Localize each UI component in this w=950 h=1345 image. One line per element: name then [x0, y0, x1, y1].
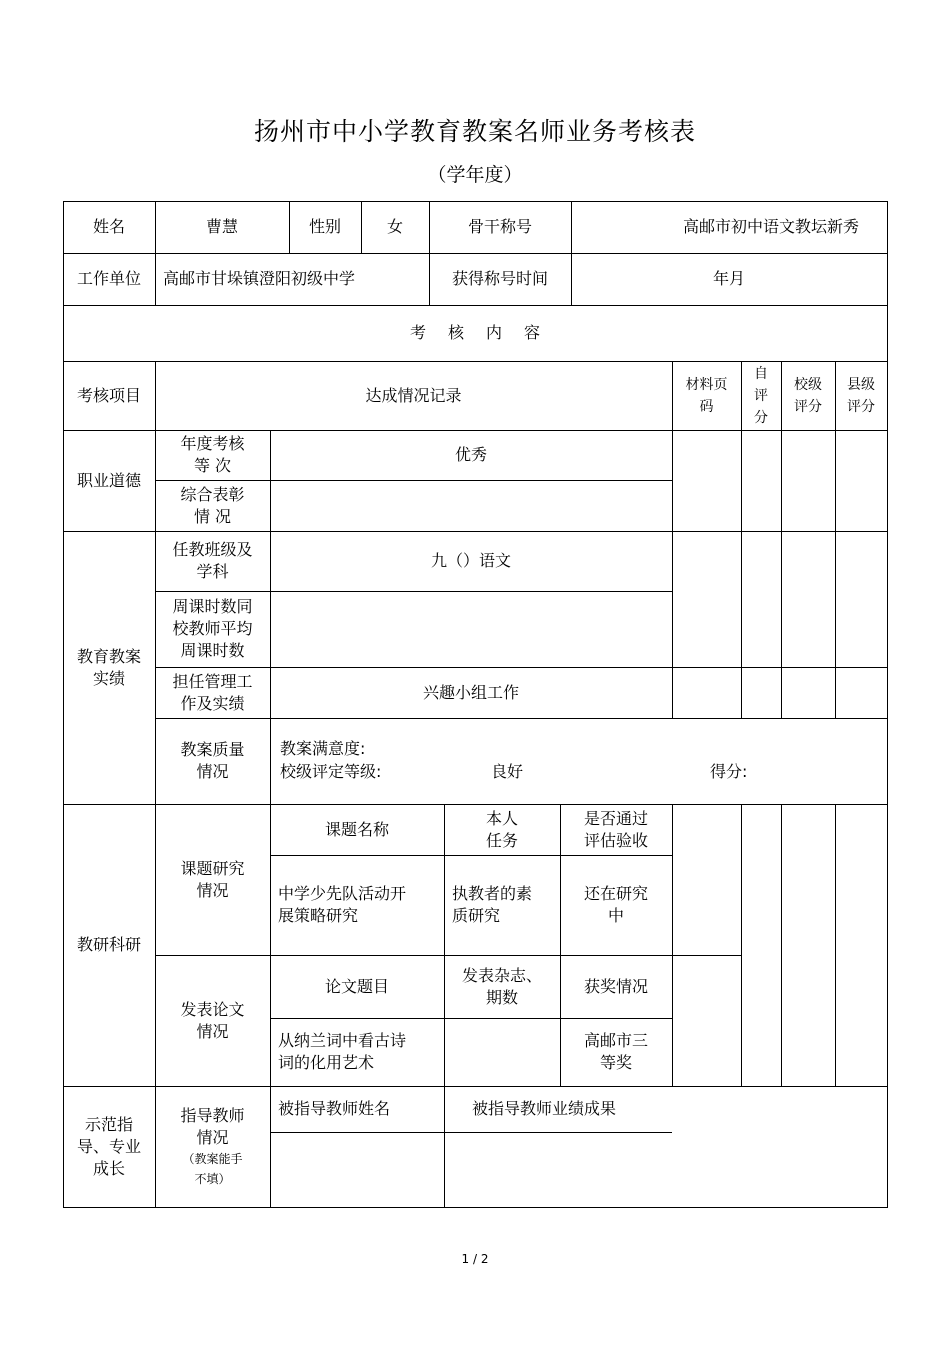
county-score-column-header: 县级 评分	[847, 376, 875, 415]
school-rating-value: 良好	[491, 762, 524, 781]
own-task-value: 执教者的素 质研究	[452, 884, 533, 925]
mentee-name-value	[270, 1132, 444, 1207]
evaluation-passed-value: 还在研究 中	[583, 884, 648, 925]
paper-title-value: 从纳兰词中看古诗 词的化用艺术	[278, 1031, 407, 1072]
item-column-header: 考核项目	[76, 385, 141, 405]
mentoring-cell	[155, 1086, 270, 1207]
commendation-value	[270, 480, 672, 531]
weekly-hours-value	[270, 591, 672, 667]
project-name-value: 中学少先队活动开 展策略研究	[278, 884, 407, 925]
name-label: 姓名	[92, 217, 125, 236]
demonstration-category: 示范指 导、专业 成长	[76, 1114, 141, 1178]
page-subtitle: （学年度）	[427, 164, 523, 186]
school-rating-label: 校级评定等级:	[280, 762, 382, 781]
lesson-quality-label: 教案质量 情况	[180, 740, 245, 781]
gender-label: 性别	[308, 217, 341, 236]
commendation-label: 综合表彰 情 况	[180, 484, 245, 526]
mentee-name-header: 被指导教师姓名	[278, 1099, 391, 1118]
annual-rating-value: 优秀	[454, 445, 487, 464]
management-label: 担任管理工 作及实绩	[172, 671, 253, 713]
material-page-column-header: 材料页 码	[685, 376, 728, 415]
journal-issue-value	[444, 1018, 560, 1086]
record-column-header: 达成情况记录	[365, 385, 462, 405]
page-title: 扬州市中小学教育教案名师业务考核表	[253, 117, 696, 146]
honor-value: 高邮市初中语文教坛新秀	[682, 217, 859, 236]
annual-rating-label: 年度考核 等 次	[180, 434, 245, 475]
management-value: 兴趣小组工作	[422, 682, 519, 702]
mentoring-note: （教案能手 不填）	[182, 1151, 243, 1186]
award-status-header: 获奖情况	[583, 976, 648, 996]
project-name-header: 课题名称	[324, 819, 389, 839]
award-status-value: 高邮市三 等奖	[583, 1031, 648, 1072]
class-subject-label: 任教班级及 学科	[172, 540, 253, 581]
own-task-header: 本人 任务	[485, 808, 518, 850]
unit-value: 高邮市甘垛镇澄阳初级中学	[163, 269, 356, 288]
honor-label: 骨干称号	[467, 217, 532, 236]
evaluation-passed-header: 是否通过 评估验收	[583, 808, 648, 850]
satisfaction-label: 教案满意度:	[280, 739, 366, 758]
mentee-results-header: 被指导教师业绩成果	[472, 1099, 617, 1118]
project-research-label: 课题研究 情况	[180, 858, 245, 900]
class-subject-value: 九（）语文	[430, 551, 511, 570]
teaching-category: 教育教案 实绩	[76, 646, 141, 688]
score-label: 得分:	[710, 762, 748, 781]
papers-label: 发表论文 情况	[180, 999, 245, 1041]
self-score-column-header: 自 评 分	[754, 365, 768, 426]
ethics-category: 职业道德	[76, 470, 141, 490]
unit-label: 工作单位	[76, 269, 141, 288]
gender-value: 女	[386, 217, 403, 236]
mentee-results-value	[444, 1132, 672, 1207]
title-time-value: 年月	[712, 269, 745, 288]
weekly-hours-label: 周课时数同 校教师平均 周课时数	[172, 597, 253, 660]
paper-title-header: 论文题目	[324, 976, 389, 996]
mentoring-label: 指导教师 情况	[180, 1105, 245, 1147]
page-number: 1 / 2	[461, 1252, 489, 1266]
journal-issue-header: 发表杂志、 期数	[461, 965, 542, 1007]
name-value: 曹慧	[205, 217, 238, 236]
assessment-content-heading: 考核内容	[409, 323, 562, 342]
title-time-label: 获得称号时间	[451, 269, 548, 288]
school-score-column-header: 校级 评分	[794, 376, 822, 415]
research-category: 教研科研	[76, 935, 141, 954]
